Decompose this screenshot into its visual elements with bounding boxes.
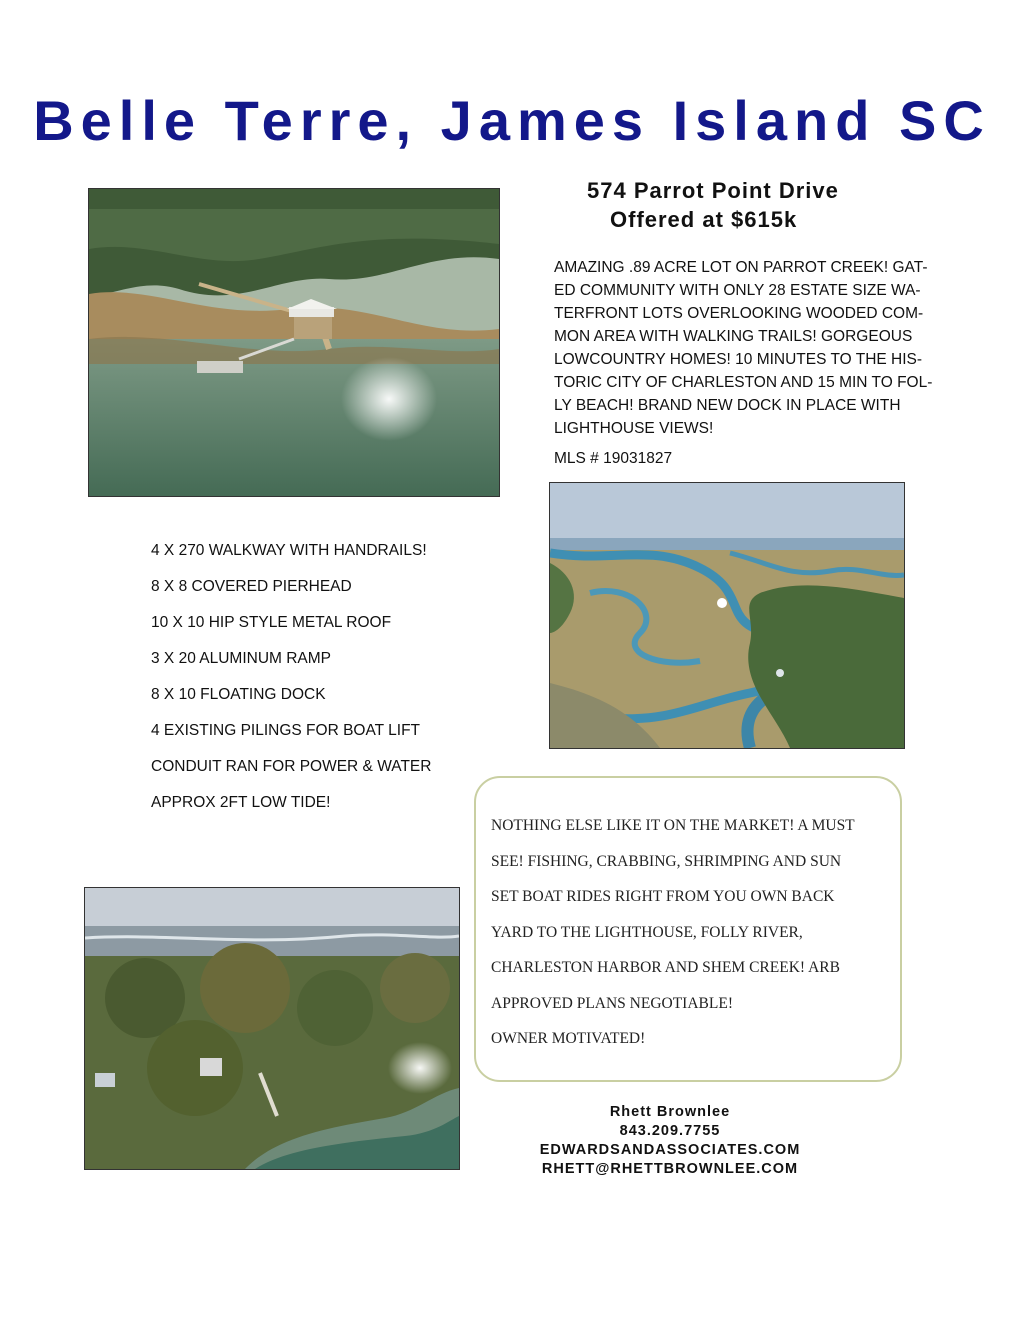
agent-email: RHETT@RHETTBROWNLEE.COM	[541, 1161, 799, 1177]
dock-photo	[88, 188, 500, 497]
feature-item: CONDUIT RAN FOR POWER & WATER	[151, 758, 432, 775]
features-list	[151, 541, 431, 829]
feature-item: 8 X 10 FLOATING DOCK	[151, 686, 326, 703]
listing-price: Offered at $615k	[610, 207, 798, 232]
feature-item: 10 X 10 HIP STYLE METAL ROOF	[151, 614, 392, 631]
agent-website: EDWARDSANDASSOCIATES.COM	[539, 1142, 801, 1158]
feature-item: 4 EXISTING PILINGS FOR BOAT LIFT	[151, 722, 421, 739]
aerial-wooded-lot-photo	[84, 887, 460, 1170]
feature-item: APPROX 2FT LOW TIDE!	[151, 794, 331, 811]
callout-box	[474, 776, 902, 1082]
contact-block	[500, 1103, 840, 1179]
aerial-marsh-photo	[549, 482, 905, 749]
feature-item: 3 X 20 ALUMINUM RAMP	[151, 650, 332, 667]
listing-address: 574 Parrot Point Drive	[587, 178, 839, 203]
listing-description: AMAZING .89 ACRE LOT ON PARROT CREEK! GAT-ED COMMUNITY WITH ONLY 28 ESTATE SIZE WA-TERFRONT LOTS OVERLOOKING WOODED COM-MON AREA WITH WALKING TRAILS! GORGEOUS LOWCOUNTRY HOMES! 10 MINUTES TO THE HIS-TORIC CITY OF CHARLESTON AND 15 MIN TO FOL-LY BEACH! BRAND NEW DOCK IN PLACE WITH LIGHTHOUSE VIEWS!	[554, 259, 933, 437]
callout-text: NOTHING ELSE LIKE IT ON THE MARKET! A MUST SEE! FISHING, CRABBING, SHRIMPING AND SUN SET BOAT RIDES RIGHT FROM YOU OWN BACK YARD TO THE LIGHTHOUSE, FOLLY RIVER, CHARLESTON HARBOR AND SHEM CREEK! ARB APPROVED PLANS NEGOTIABLE! OWNER MOTIVATED!	[491, 817, 855, 1047]
mls-number: MLS # 19031827	[554, 450, 673, 467]
page-title: Belle Terre, James Island SC	[33, 89, 991, 152]
agent-name: Rhett Brownlee	[609, 1104, 731, 1120]
feature-item: 8 X 8 COVERED PIERHEAD	[151, 578, 352, 595]
agent-phone: 843.209.7755	[619, 1123, 721, 1139]
feature-item: 4 X 270 WALKWAY WITH HANDRAILS!	[151, 542, 427, 559]
